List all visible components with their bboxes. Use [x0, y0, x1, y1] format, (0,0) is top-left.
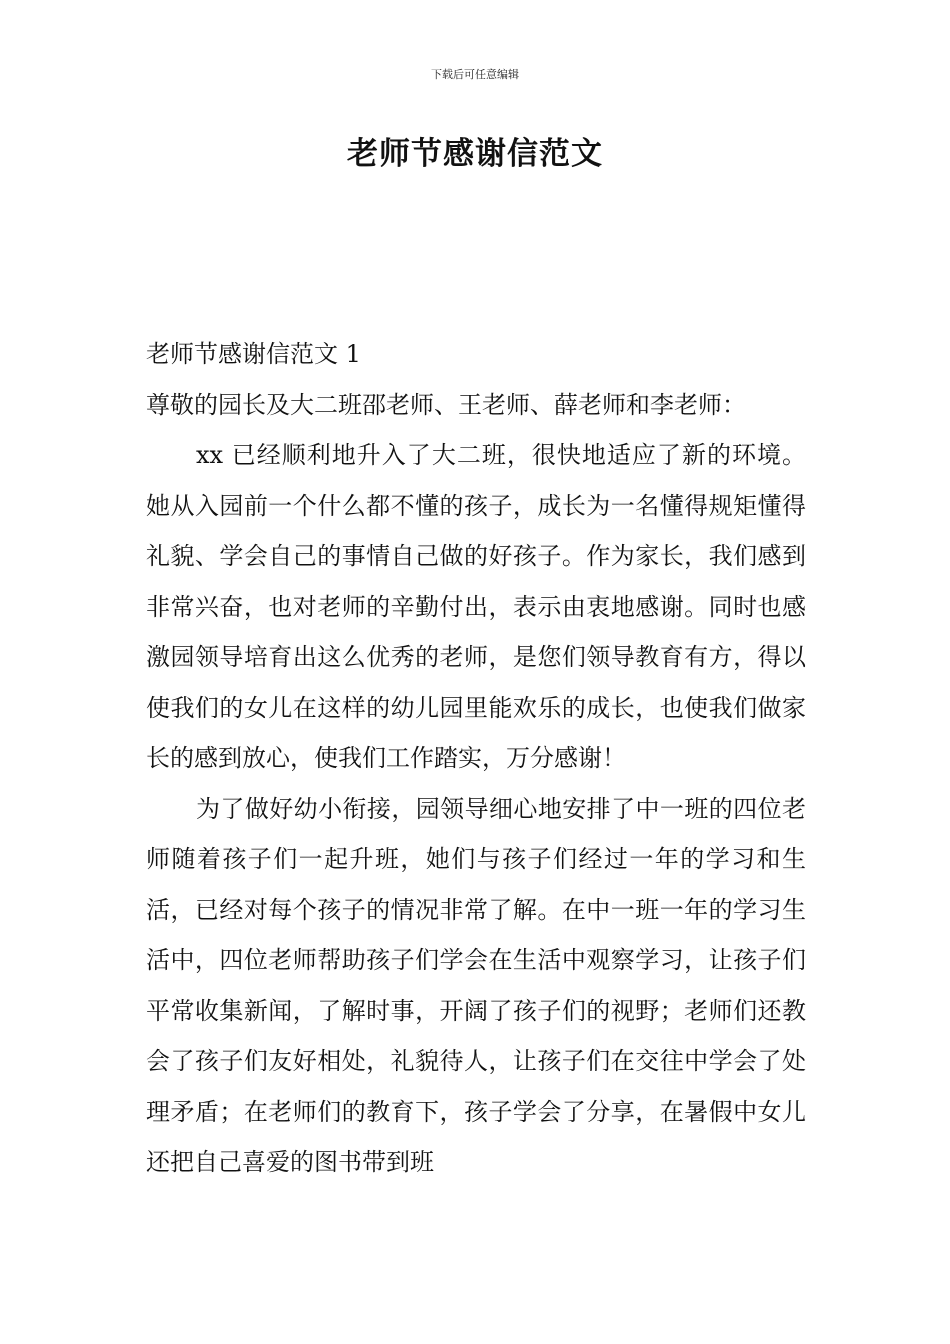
paragraph-1: xx 已经顺利地升入了大二班，很快地适应了新的环境。她从入园前一个什么都不懂的孩子，成长为一名懂得规矩懂得礼貌、学会自己的事情自己做的好孩子。作为家长，我们感到非常兴奋，也对老师的辛勤付出，表示由衷地感谢。同时也感激园领导培育出这么优秀的老师，是您们领导教育有方，得以使我们的女儿在这样的幼儿园里能欢乐的成长，也使我们做家长的感到放心，使我们工作踏实，万分感谢！: [146, 441, 806, 772]
paragraph-2: 为了做好幼小衔接，园领导细心地安排了中一班的四位老师随着孩子们一起升班，她们与孩子们经过一年的学习和生活，已经对每个孩子的情况非常了解。在中一班一年的学习生活中，四位老师帮助孩子们学会在生活中观察学习，让孩子们平常收集新闻，了解时事，开阔了孩子们的视野；老师们还教会了孩子们友好相处，礼貌待人，让孩子们在交往中学会了处理矛盾；在老师们的教育下，孩子学会了分享，在暑假中女儿还把自己喜爱的图书带到班: [146, 794, 806, 1176]
section-heading: 老师节感谢信范文 1: [146, 340, 361, 368]
document-title: 老师节感谢信范文: [347, 136, 603, 172]
header-note: 下载后可任意编辑: [431, 68, 519, 81]
document-body: [146, 329, 806, 1188]
salutation: 尊敬的园长及大二班邵老师、王老师、薛老师和李老师：: [146, 390, 746, 419]
